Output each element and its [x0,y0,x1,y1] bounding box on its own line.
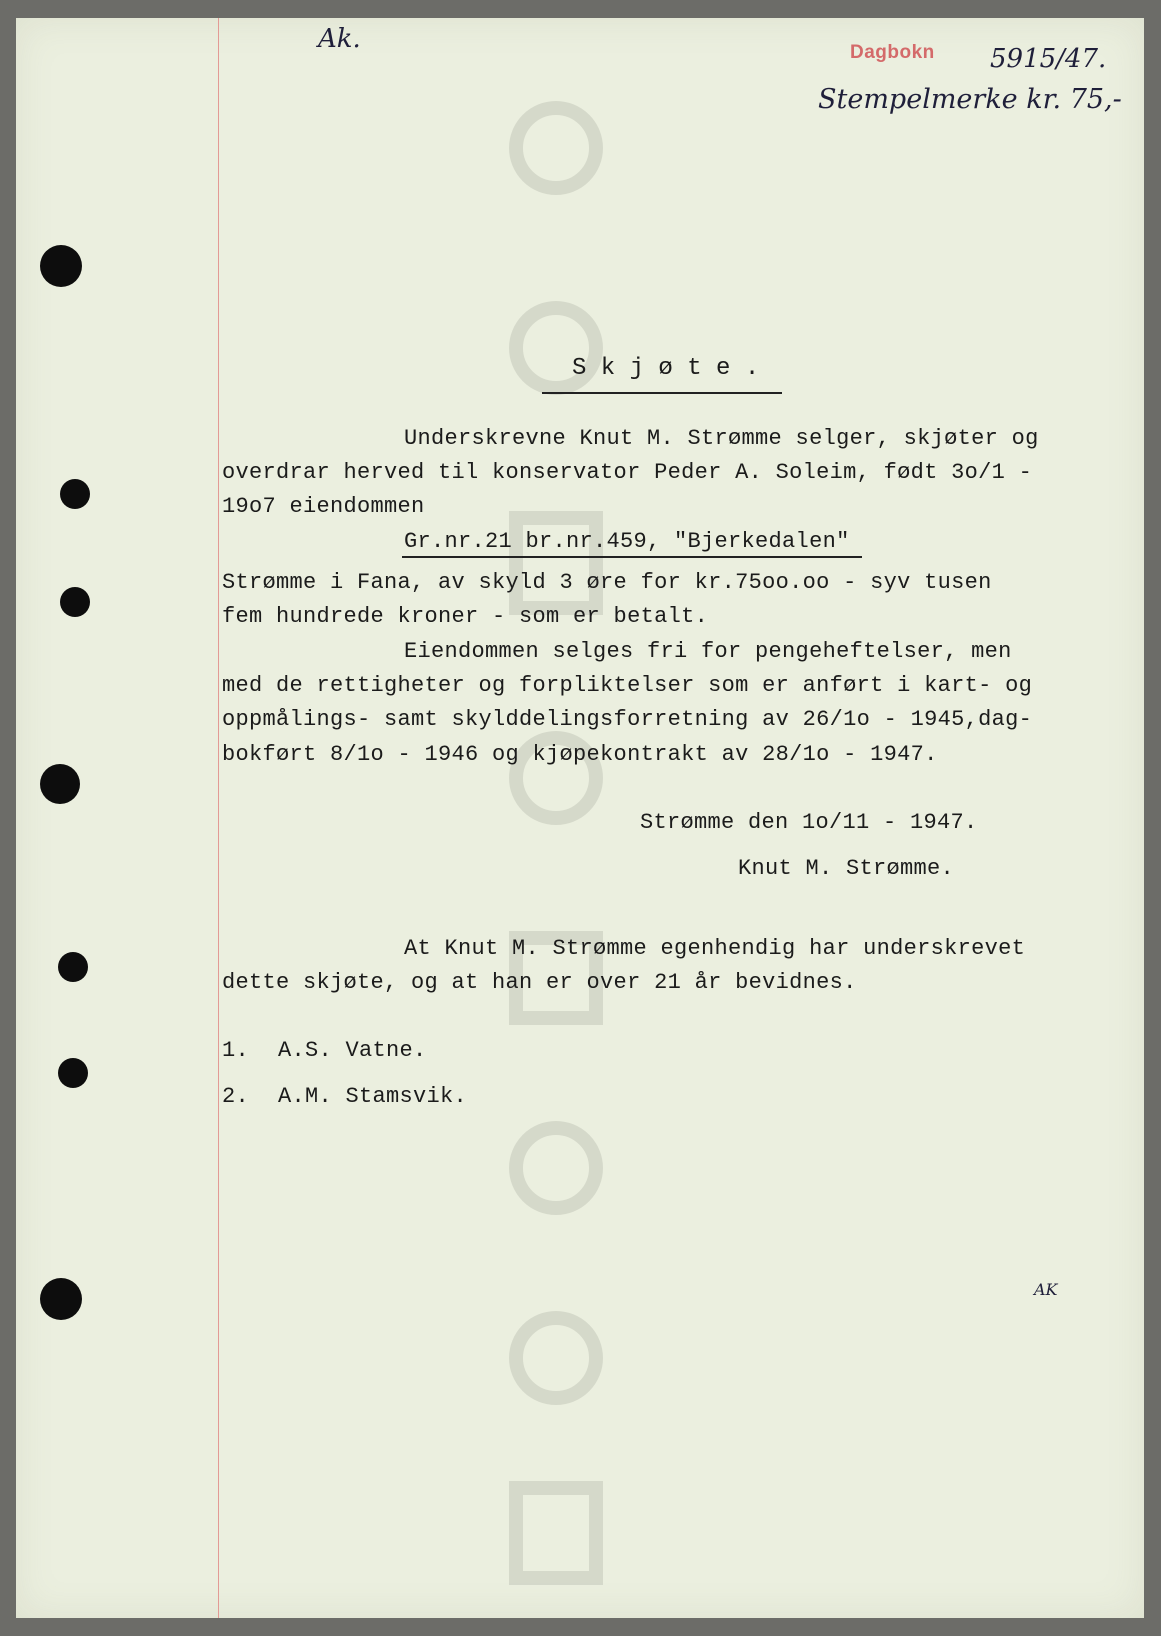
para1-line1: Underskrevne Knut M. Strømme selger, skjøter og [404,426,1039,451]
signer-name: Knut M. Strømme. [738,856,955,881]
binder-hole [58,1058,88,1088]
margin-rule [218,18,219,1618]
witness-line2: dette skjøte, og at han er over 21 år bevidnes. [222,970,857,995]
binder-hole [40,245,82,287]
property-underline [402,556,862,558]
diary-number: 5915/47. [990,44,1107,74]
stamp-fee-note: Stempelmerke kr. 75,- [818,84,1122,115]
para2-line2: med de rettigheter og forpliktelser som er anført i kart- og [222,673,1033,698]
para1-line2: overdrar herved til konservator Peder A. Soleim, født 3o/1 - [222,460,1033,485]
para1-line4: Strømme i Fana, av skyld 3 øre for kr.75oo.oo - syv tusen [222,570,992,595]
corner-initials: AK [1034,1280,1058,1299]
para1-line3: 19o7 eiendommen [222,494,425,519]
para2-line4: bokført 8/1o - 1946 og kjøpekontrakt av 28/1o - 1947. [222,742,938,767]
witness-name: A.M. Stamsvik. [278,1084,468,1109]
place-date: Strømme den 1o/11 - 1947. [640,810,978,835]
document-title: S k j ø t e . [572,355,760,382]
para2-line3: oppmålings- samt skylddelingsforretning av 26/1o - 1945,dag- [222,707,1033,732]
witness-number: 2. [222,1084,250,1109]
binder-hole [40,1278,82,1320]
binder-hole [60,479,90,509]
top-initials: Ak. [318,24,361,54]
property-designation: Gr.nr.21 br.nr.459, "Bjerkedalen" [404,529,850,554]
paper-watermark [486,18,646,1618]
witness-name: A.S. Vatne. [278,1038,427,1063]
binder-hole [40,764,80,804]
binder-hole [58,952,88,982]
title-underline [542,392,782,394]
witness-number: 1. [222,1038,250,1063]
para1-line5: fem hundrede kroner - som er betalt. [222,604,709,629]
diary-stamp: Dagbokn [850,42,935,63]
binder-hole [60,587,90,617]
witness-line1: At Knut M. Strømme egenhendig har underskrevet [404,936,1026,961]
para2-line1: Eiendommen selges fri for pengeheftelser, men [404,639,1012,664]
